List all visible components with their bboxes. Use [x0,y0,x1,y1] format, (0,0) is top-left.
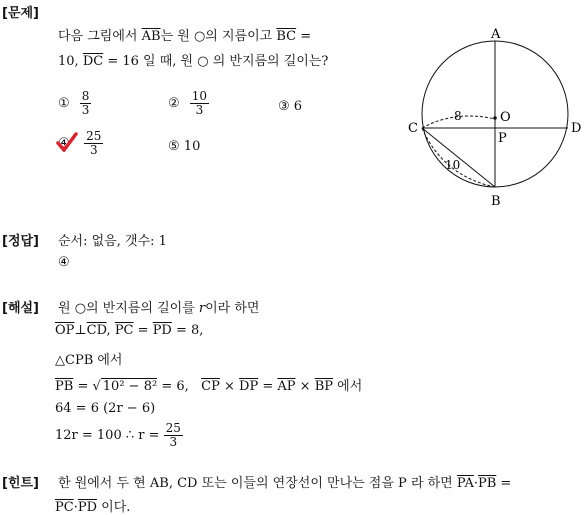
answer-tag: [정답] [2,234,39,249]
explanation-line6: 12r = 100 ∴ r = $\frac{25}{3}$ [55,421,181,449]
label-C: C [408,121,418,136]
explanation-tag: [해설] [2,301,39,316]
choice-2[interactable]: ② $\frac{10}{3}$ [168,89,208,117]
label-A: A [491,27,501,42]
hint-line1: 한 원에서 두 현 AB, CD 또는 이들의 연장선이 만나는 점을 P 라 하면 $\overline{PA}\cdot\overline{PB}$ = [58,476,512,491]
circle-figure [405,24,588,210]
explanation-line1: 원 ○의 반지름의 길이를 r이라 하면 [58,301,260,316]
choice-1[interactable]: ① $\frac{8}{3}$ [58,89,90,117]
explanation-line3: △CPB 에서 [55,353,123,368]
label-D: D [571,121,582,136]
problem-tag: [문제] [2,6,39,21]
choice-4[interactable]: ④ $\frac{25}{3}$ [58,129,102,157]
label-B: B [491,194,501,209]
center-point [493,116,497,120]
answer-line1: 순서: 없음, 갯수: 1 [58,234,167,249]
label-8: 8 [454,109,462,123]
explanation-line5: 64 = 6 (2r − 6) [55,401,156,416]
checkmark-icon [56,132,78,152]
problem-line2: 10, $\overline{DC} = 16$ 일 때, 원 ○ 의 반지름의 길이는? [58,54,329,69]
explanation-line2: $\overline{OP}\perp\overline{CD}$, $\overline{PC} = \overline{PD} = 8$, [55,323,204,338]
hint-tag: [힌트] [2,476,39,491]
choice-3[interactable]: ③ 6 [278,99,303,114]
label-P: P [498,131,507,146]
problem-line1: 다음 그림에서 $\overline{AB}$는 원 ○의 지름이고 $\overline{BC}$ = [58,29,312,44]
explanation-line4: $\overline{PB}$ = √ 10² − 8² = 6, $\overline{CP} \times \overline{DP} = \overline{AP} \times \overline{BP}$ 에서 [55,379,363,394]
label-10: 10 [445,158,461,172]
label-O: O [500,110,511,125]
answer-line2: ④ [58,255,70,270]
choice-5[interactable]: ⑤ 10 [168,139,201,154]
hint-line2: $\overline{PC}\cdot\overline{PD}$ 이다. [55,500,131,515]
